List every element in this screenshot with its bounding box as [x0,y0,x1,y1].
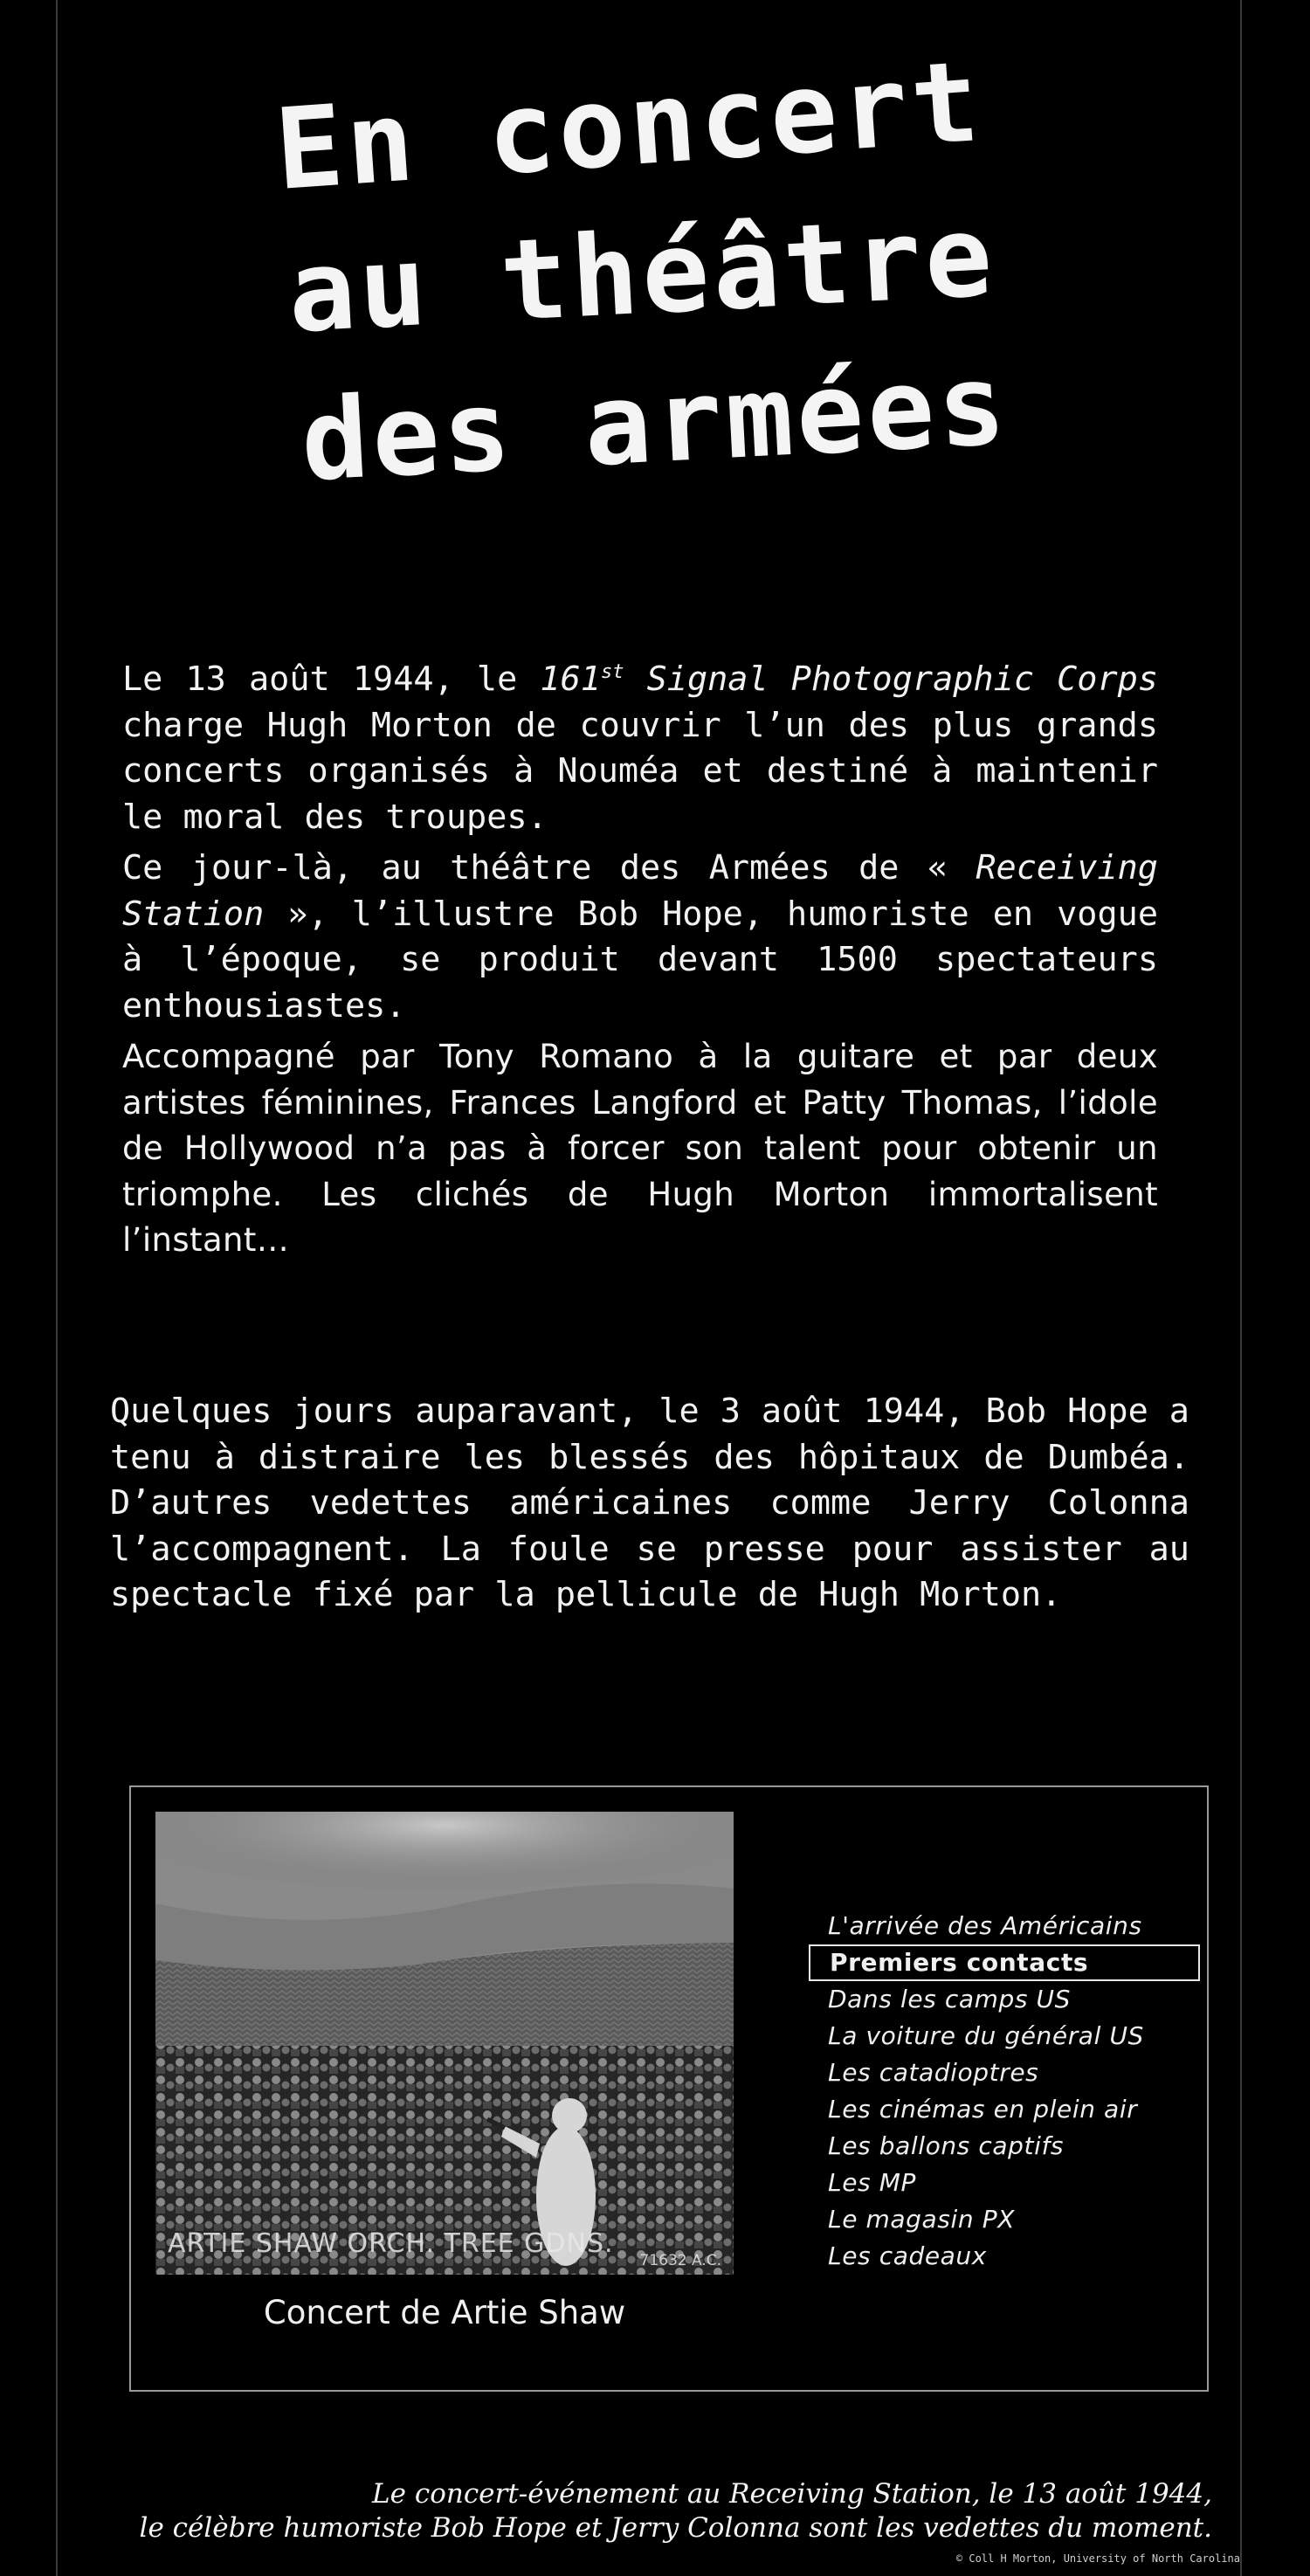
intro-p1-end: charge Hugh Morton de couvrir l’un des plus grands concerts organisés à Nouméa et destiné à maintenir le moral des troupes. [122,705,1158,837]
unit-label: Signal Photographic Corps [624,660,1158,699]
footer-caption [140,2477,1212,2545]
photo-drawing [155,1812,734,2275]
intro-p1-start: Le 13 août 1944, le [122,660,541,699]
place-name: Receiving Station [122,848,1158,934]
menu-item-premiers-contacts[interactable]: Premiers contacts [809,1944,1200,1981]
menu-item-camps-us[interactable]: Dans les camps US [828,1985,1072,2013]
photo-gallery [129,1785,1209,2392]
photo-number: 71632 A.C. [639,2252,721,2269]
concert-photo[interactable] [155,1812,734,2275]
menu-item-catadioptres[interactable]: Les catadioptres [828,2058,1039,2087]
menu-item-ballons[interactable]: Les ballons captifs [828,2131,1065,2160]
intro-paragraph-3: Accompagné par Tony Romano à la guitare et par deux artistes féminines, Frances Langford et Patty Thomas, l’idole de Hollywood n’a pas à forcer son talent pour obtenir un triomphe. Les clichés de Hugh Morton immortalisent l’instant… [122,1038,1158,1259]
title-line-3: des armées [298,339,1012,508]
right-frame-line [1240,0,1242,2576]
title-line-2: au théâtre [285,190,999,359]
intro-p2-end: », l’illustre Bob Hope, humoriste en vogue à l’époque, se produit devant 1500 spectateurs enthousiastes. [122,894,1158,1026]
page-title [262,36,1048,508]
menu-item-voiture-general[interactable]: La voiture du général US [828,2021,1144,2050]
menu-item-mp[interactable]: Les MP [828,2168,916,2197]
unit-ordinal: st [600,661,624,684]
menu-item-cinemas[interactable]: Les cinémas en plein air [828,2095,1138,2124]
menu-item-cadeaux[interactable]: Les cadeaux [828,2241,987,2270]
unit-number: 161 [540,660,601,699]
menu-item-magasin-px[interactable]: Le magasin PX [828,2205,1015,2234]
gallery-menu [809,1908,1200,2275]
photo-credit: © Coll H Morton, University of North Carolina [955,2552,1240,2565]
intro-p2-start: Ce jour-là, au théâtre des Armées de « [122,848,976,887]
footer-caption-line-1: Le concert-événement au Receiving Station, le 13 août 1944, [372,2478,1212,2510]
left-frame-line [56,0,58,2576]
photo-caption: Concert de Artie Shaw [263,2294,626,2331]
intro-text [122,657,1158,1269]
intro-paragraph-1 [122,657,1158,840]
unit-name [540,660,1158,699]
second-paragraph: Quelques jours auparavant, le 3 août 1944, Bob Hope a tenu à distraire les blessés des hôpitaux de Dumbéa. D’autres vedettes américaines comme Jerry Colonna l’accompagnent. La foule se presse pour assister au spectacle fixé par la pellicule de Hugh Morton. [110,1392,1189,1614]
menu-item-arrivee[interactable]: L'arrivée des Américains [828,1911,1142,1940]
footer-caption-line-2: le célèbre humoriste Bob Hope et Jerry Colonna sont les vedettes du moment. [139,2512,1212,2544]
intro-paragraph-2 [122,846,1158,1029]
photo-inscription: ARTIE SHAW ORCH. TREE GDNS. [168,2228,614,2259]
title-line-1: En concert [271,36,987,217]
